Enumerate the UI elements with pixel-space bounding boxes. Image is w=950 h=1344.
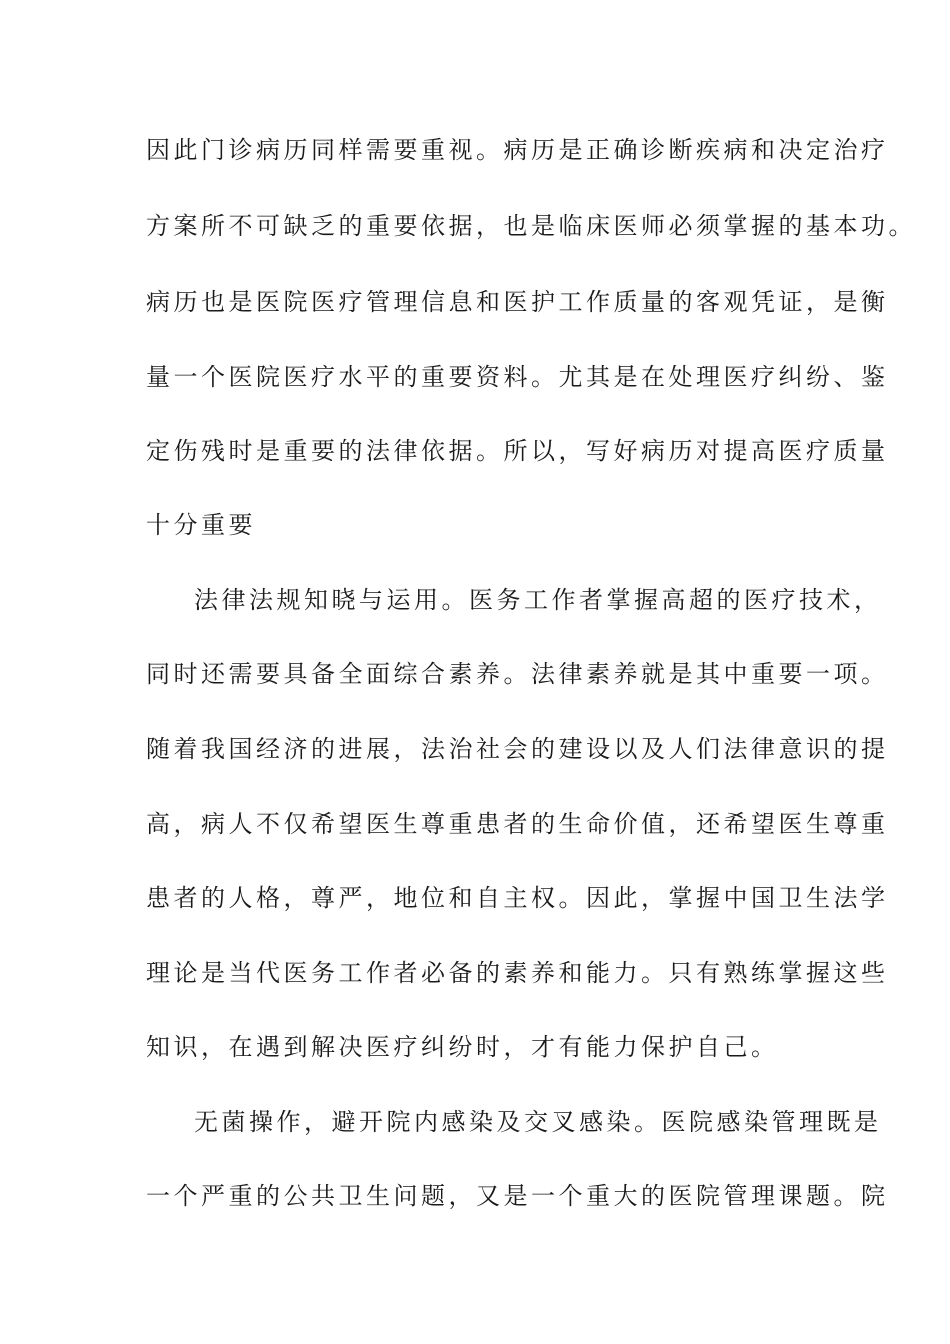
paragraph-start-line: 法律法规知晓与运用。医务工作者掌握高超的医疗技术，: [194, 586, 882, 614]
text-line: 知识，在遇到解决医疗纠纷时，才有能力保护自己。: [146, 1033, 779, 1061]
text-line: 随着我国经济的进展，法治社会的建设以及人们法律意识的提: [146, 735, 889, 763]
text-line: 一个严重的公共卫生问题，又是一个重大的医院管理课题。院: [146, 1182, 889, 1210]
paragraph-start-line: 无菌操作，避开院内感染及交叉感染。医院感染管理既是: [194, 1108, 882, 1136]
text-line: 十分重要: [146, 511, 256, 539]
text-line: 方案所不可缺乏的重要依据，也是临床医师必须掌握的基本功。: [146, 212, 916, 240]
text-line: 高，病人不仅希望医生尊重患者的生命价值，还希望医生尊重: [146, 810, 889, 838]
text-line: 病历也是医院医疗管理信息和医护工作质量的客观凭证，是衡: [146, 288, 889, 316]
text-line: 理论是当代医务工作者必备的素养和能力。只有熟练掌握这些: [146, 959, 889, 987]
text-line: 患者的人格，尊严，地位和自主权。因此，掌握中国卫生法学: [146, 884, 889, 912]
text-line: 因此门诊病历同样需要重视。病历是正确诊断疾病和决定治疗: [146, 136, 889, 164]
text-line: 定伤残时是重要的法律依据。所以，写好病历对提高医疗质量: [146, 437, 889, 465]
text-line: 同时还需要具备全面综合素养。法律素养就是其中重要一项。: [146, 660, 889, 688]
text-line: 量一个医院医疗水平的重要资料。尤其是在处理医疗纠纷、鉴: [146, 363, 889, 391]
